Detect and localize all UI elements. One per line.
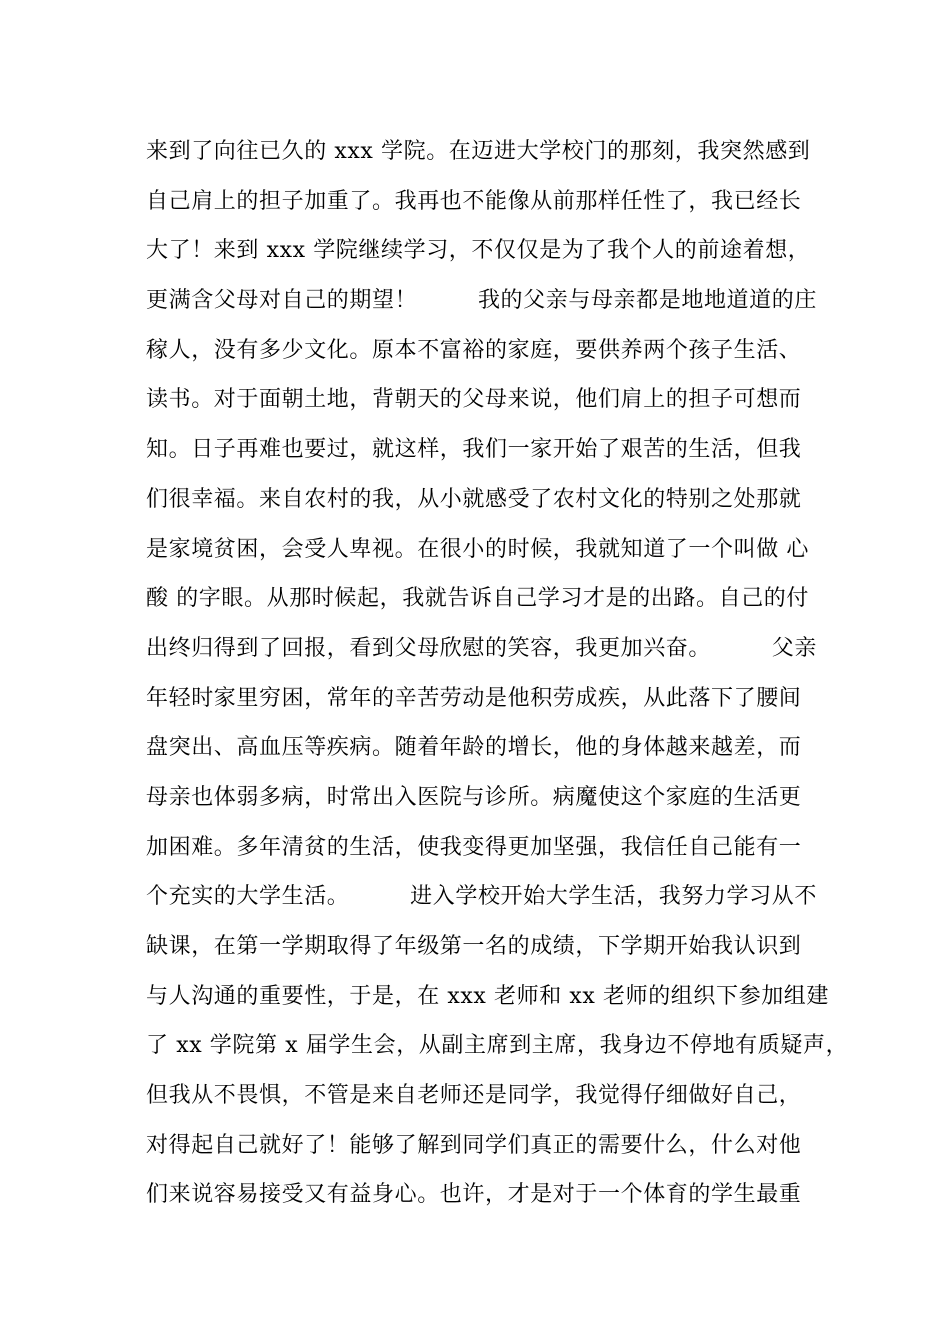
text-line: 出终归得到了回报，看到父母欣慰的笑容，我更加兴奋。 父亲 [146,635,817,661]
text-line: 大了！来到 xxx 学院继续学习，不仅仅是为了我个人的前途着想， [146,238,811,264]
text-line: 自己肩上的担子加重了。我再也不能像从前那样任性了，我已经长 [146,188,802,214]
text-line: 知。日子再难也要过，就这样，我们一家开始了艰苦的生活，但我 [146,437,802,463]
text-line: 来到了向往已久的 xxx 学院。在迈进大学校门的那刻，我突然感到 [146,139,811,164]
text-line: 是家境贫困，会受人卑视。在很小的时候，我就知道了一个叫做 心 [146,536,809,562]
body-text [146,134,849,1227]
text-line: 酸 的字眼。从那时候起，我就告诉自己学习才是的出路。自己的付 [146,586,809,612]
text-line: 个充实的大学生活。 进入学校开始大学生活，我努力学习从不 [146,884,817,910]
text-line: 年轻时家里穷困，常年的辛苦劳动是他积劳成疾，从此落下了腰间 [146,685,802,711]
text-line: 们来说容易接受又有益身心。也许，才是对于一个体育的学生最重 [146,1182,802,1208]
text-line: 们很幸福。来自农村的我，从小就感受了农村文化的特别之处那就 [146,486,802,512]
text-line: 但我从不畏惧，不管是来自老师还是同学，我觉得仔细做好自己， [146,1083,802,1109]
text-line: 读书。对于面朝土地，背朝天的父母来说，他们肩上的担子可想而 [146,387,802,413]
text-line: 与人沟通的重要性，于是，在 xxx 老师和 xx 老师的组织下参加组建 [146,983,830,1009]
text-line: 缺课，在第一学期取得了年级第一名的成绩，下学期开始我认识到 [146,934,802,959]
text-line: 稼人，没有多少文化。原本不富裕的家庭，要供养两个孩子生活、 [146,337,802,363]
text-line: 更满含父母对自己的期望！ 我的父亲与母亲都是地地道道的庄 [146,288,817,314]
text-line: 母亲也体弱多病，时常出入医院与诊所。病魔使这个家庭的生活更 [146,784,802,810]
text-line: 加困难。多年清贫的生活，使我变得更加坚强，我信任自己能有一 [146,834,802,860]
text-line: 对得起自己就好了！能够了解到同学们真正的需要什么，什么对他 [146,1132,802,1158]
text-line: 了 xx 学院第 x 届学生会，从副主席到主席，我身边不停地有质疑声， [146,1033,849,1059]
text-line: 盘突出、高血压等疾病。随着年龄的增长，他的身体越来越差，而 [146,735,802,761]
